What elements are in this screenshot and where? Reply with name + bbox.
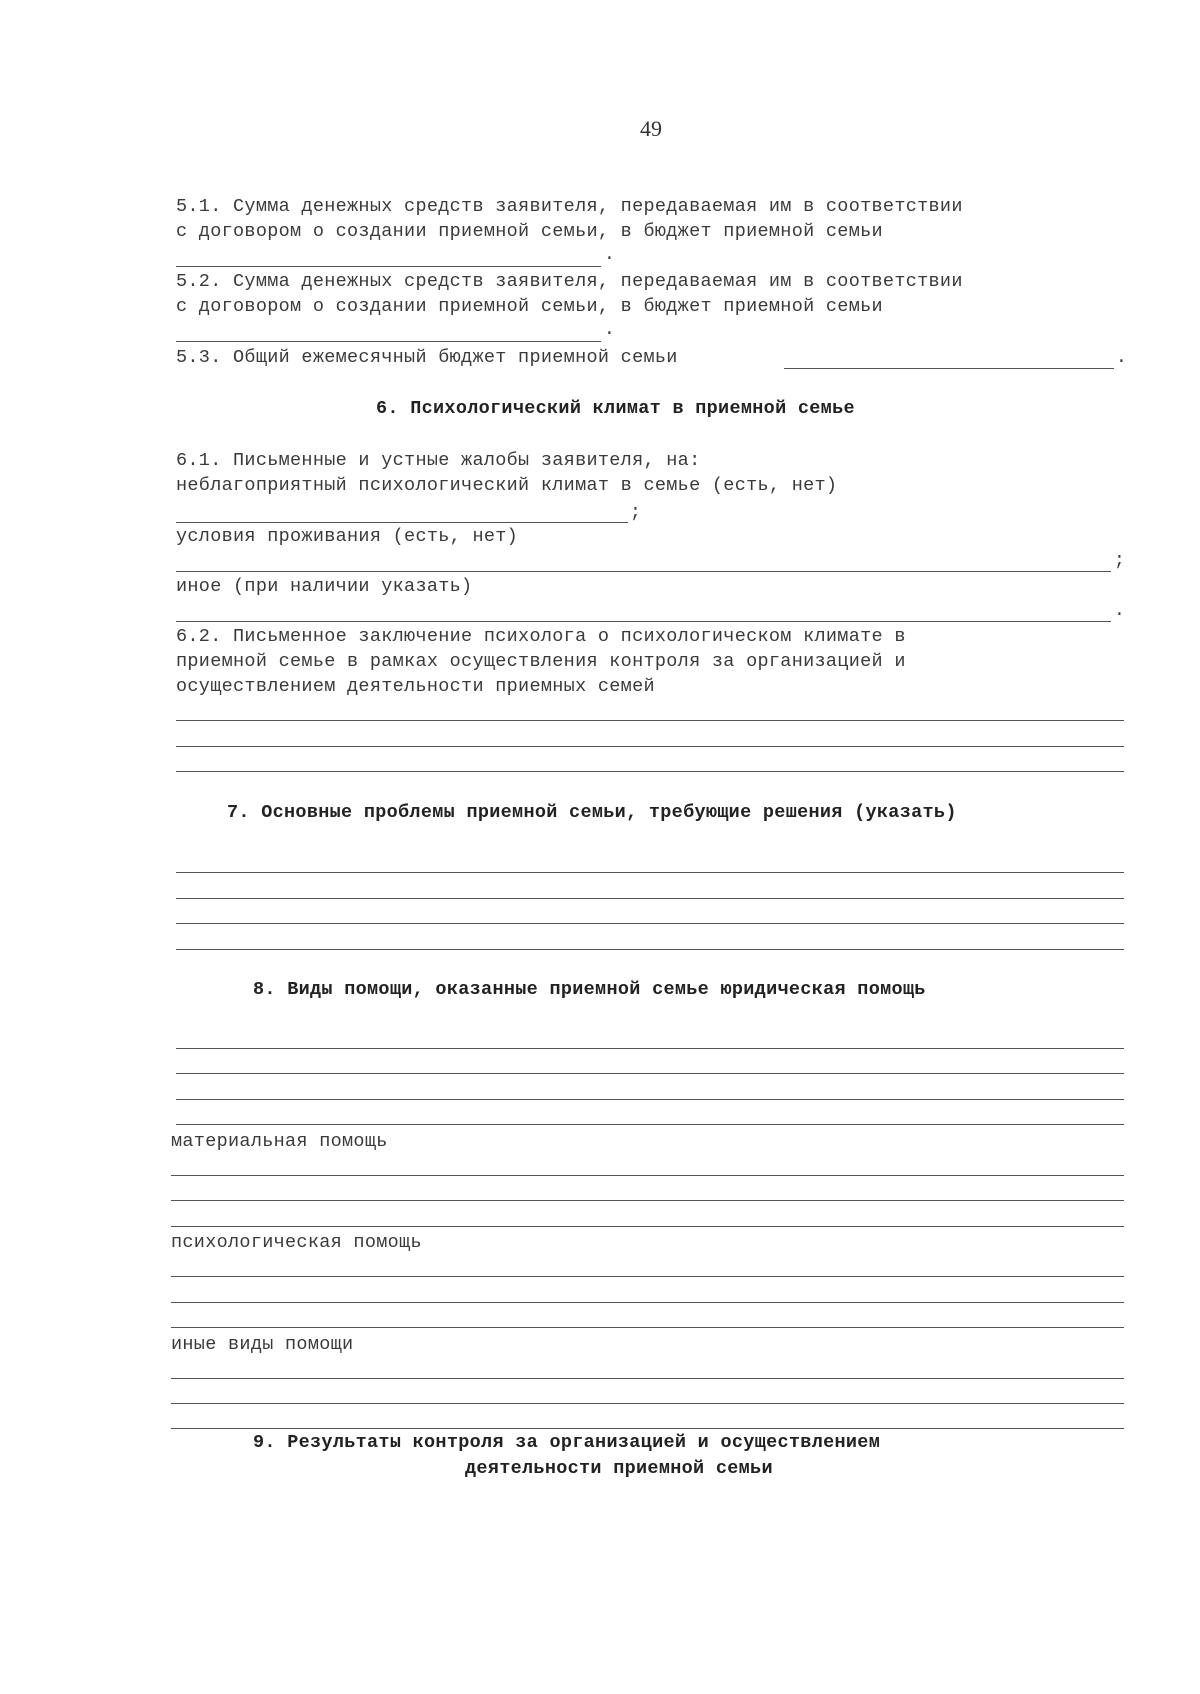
p61-line2: неблагоприятный психологический климат в семье (есть, нет) [176,475,838,496]
other-help-blank-2[interactable] [171,1403,1124,1404]
section6-heading: 6. Психологический климат в приемной семье [376,398,855,419]
p62-line1: 6.2. Письменное заключение психолога о психологическом климате в [176,626,906,647]
p52-line1: 5.2. Сумма денежных средств заявителя, передаваемая им в соответствии [176,271,963,292]
section7-heading: 7. Основные проблемы приемной семьи, требующие решения (указать) [227,802,957,823]
p62-line2: приемной семье в рамках осуществления контроля за организацией и [176,651,906,672]
living-semicolon: ; [1114,551,1125,571]
s7-blank-3[interactable] [176,923,1124,924]
p53-blank[interactable] [784,368,1114,369]
s7-blank-4[interactable] [176,949,1124,950]
p53-period: . [1116,348,1127,368]
other-help-blank-3[interactable] [171,1428,1124,1429]
page-number: 49 [640,116,662,141]
p62-blank-2[interactable] [176,746,1124,747]
p51-blank[interactable] [176,266,601,267]
psych-blank-2[interactable] [171,1302,1124,1303]
p52-line2: с договором о создании приемной семьи, в бюджет приемной семьи [176,296,883,317]
other-help-blank-1[interactable] [171,1378,1124,1379]
s7-blank-1[interactable] [176,872,1124,873]
material-label: материальная помощь [171,1131,388,1152]
material-blank-2[interactable] [171,1200,1124,1201]
s7-blank-2[interactable] [176,898,1124,899]
other-label: иное (при наличии указать) [176,576,473,597]
s8-blank-4[interactable] [176,1124,1124,1125]
p62-line3: осуществлением деятельности приемных семей [176,676,655,697]
living-blank[interactable] [176,571,1111,572]
psych-blank-1[interactable] [171,1276,1124,1277]
material-blank-3[interactable] [171,1226,1124,1227]
other-period: . [1114,601,1125,621]
p53-label: 5.3. Общий ежемесячный бюджет приемной семьи [176,347,678,368]
section9-heading-line2: деятельности приемной семьи [465,1458,773,1479]
p52-blank[interactable] [176,341,601,342]
p51-line1: 5.1. Сумма денежных средств заявителя, передаваемая им в соответствии [176,196,963,217]
p61-line1: 6.1. Письменные и устные жалобы заявителя, на: [176,450,701,471]
material-blank-1[interactable] [171,1175,1124,1176]
s8-blank-2[interactable] [176,1073,1124,1074]
p61-blank[interactable] [176,522,628,523]
section9-heading-line1: 9. Результаты контроля за организацией и осуществлением [253,1432,881,1453]
p61-semicolon: ; [630,503,641,523]
psych-label: психологическая помощь [171,1232,422,1253]
s8-blank-3[interactable] [176,1099,1124,1100]
psych-blank-3[interactable] [171,1327,1124,1328]
p51-period: . [604,245,615,265]
other-help-label: иные виды помощи [171,1334,354,1355]
living-label: условия проживания (есть, нет) [176,526,519,547]
p52-period: . [604,320,615,340]
s8-blank-1[interactable] [176,1048,1124,1049]
section8-heading: 8. Виды помощи, оказанные приемной семье юридическая помощь [253,979,926,1000]
p62-blank-3[interactable] [176,771,1124,772]
p51-line2: с договором о создании приемной семьи, в бюджет приемной семьи [176,221,883,242]
other-blank[interactable] [176,621,1111,622]
p62-blank-1[interactable] [176,720,1124,721]
